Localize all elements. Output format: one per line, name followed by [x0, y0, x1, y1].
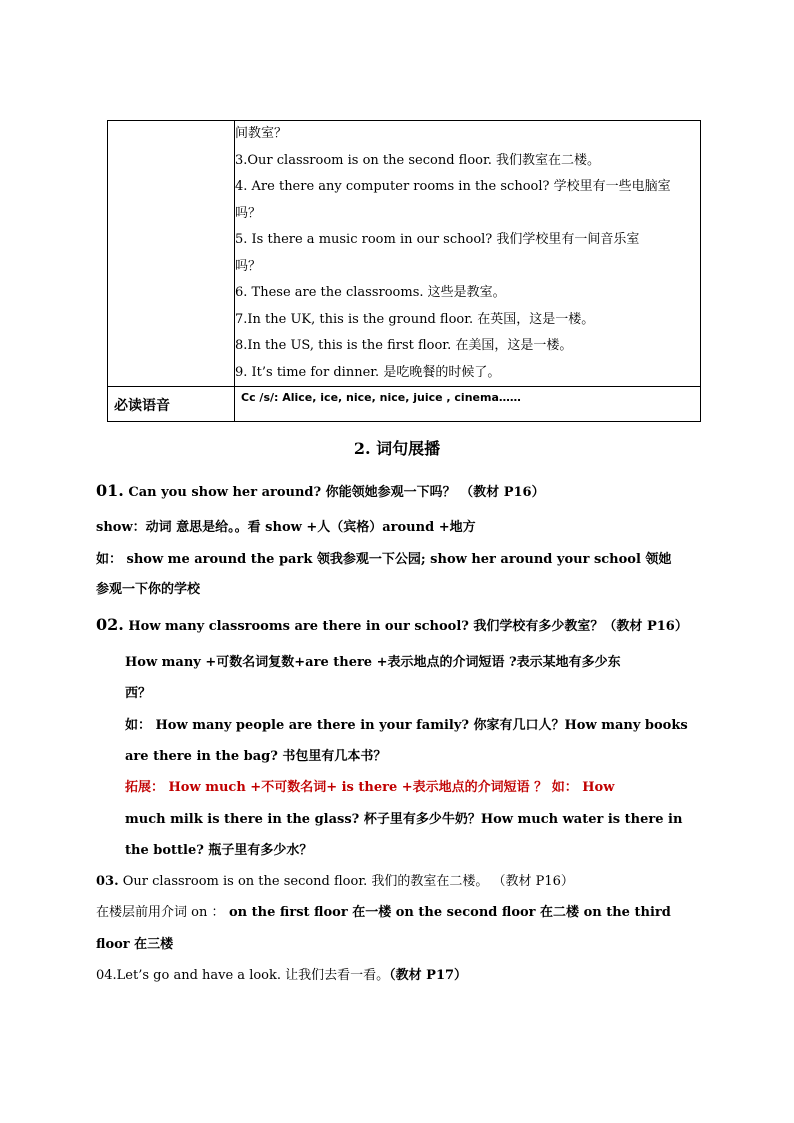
sentence-line: 7.In the UK, this is the ground floor. 在英国，这是一楼。	[235, 311, 595, 327]
extension-line: 拓展： How much +不可数名词+ is there +表示地点的介词短语 ？ 如： How	[125, 780, 615, 795]
item-04-heading	[96, 964, 467, 983]
item-sentence: 04.Let’s go and have a look. 让我们去看一看。	[96, 968, 390, 983]
explanation-examples: on the first floor 在一楼 on the second floor 在二楼 on the third	[224, 905, 671, 920]
sentence-line: 吗？	[235, 205, 262, 221]
item-01-heading	[96, 481, 545, 500]
item-02-heading	[96, 615, 688, 634]
section-title: 2. 词句展播	[353, 439, 441, 458]
phonics-text: Cc /s/: Alice, ice, nice, nice, juice , cinema……	[241, 391, 521, 404]
explanation-line: 西？	[125, 686, 152, 701]
phonics-text-cell	[235, 387, 701, 422]
example-line: 如： show me around the park 领我参观一下公园; show her around your school 领她	[96, 552, 672, 567]
item-number: 03.	[96, 874, 119, 889]
example-line: 如： How many people are there in your family? 你家有几口人？How many books	[125, 718, 688, 733]
item-sentence: Our classroom is on the second floor. 我们的教室在二楼。 （教材 P16）	[118, 874, 574, 889]
sentence-line: 吗？	[235, 258, 262, 274]
explanation-line: show：动词 意思是给。。看 show +人（宾格）around +地方	[96, 520, 476, 535]
example-line: are there in the bag? 书包里有几本书？	[125, 749, 387, 764]
example-line: the bottle? 瓶子里有多少水？	[125, 843, 313, 858]
sentence-line: 4. Are there any computer rooms in the school? 学校里有一些电脑室	[235, 179, 671, 194]
sentence-line: 8.In the US, this is the first floor. 在美国，这是一楼。	[235, 338, 573, 353]
explanation-line: How many +可数名词复数+are there +表示地点的介词短语 ?表示某地有多少东	[125, 655, 621, 670]
table-row	[108, 121, 701, 387]
sentence-line: 9. It’s time for dinner. 是吃晚餐的时候了。	[235, 364, 501, 380]
example-line: much milk is there in the glass? 杯子里有多少牛奶？How much water is there in	[125, 812, 683, 827]
sentence-line: 3.Our classroom is on the second floor. 我们教室在二楼。	[235, 152, 601, 168]
sentence-line: 间教室？	[235, 126, 288, 141]
sentences-cell	[235, 121, 701, 387]
item-03-heading	[96, 870, 574, 889]
textbook-reference: （教材 P17）	[389, 968, 468, 983]
table-empty-label-cell	[108, 121, 235, 387]
sentence-line: 5. Is there a music room in our school? 我们学校里有一间音乐室	[235, 232, 640, 247]
explanation-intro: 在楼层前用介词 on ：	[96, 905, 225, 920]
item-sentence: Can you show her around? 你能领她参观一下吗？ （教材 P16）	[123, 485, 545, 500]
item-number: 01.	[96, 481, 124, 500]
phonics-label: 必读语音	[114, 398, 170, 414]
sentence-table	[107, 120, 701, 422]
item-sentence: How many classrooms are there in our school? 我们学校有多少教室？（教材 P16）	[123, 619, 688, 634]
explanation-line: floor 在三楼	[96, 937, 174, 952]
phonics-label-cell	[108, 387, 235, 422]
item-number: 02.	[96, 615, 124, 634]
explanation-line	[96, 901, 671, 920]
table-row	[108, 387, 701, 422]
sentence-line: 6. These are the classrooms. 这些是教室。	[235, 285, 506, 300]
example-line: 参观一下你的学校	[96, 582, 201, 597]
